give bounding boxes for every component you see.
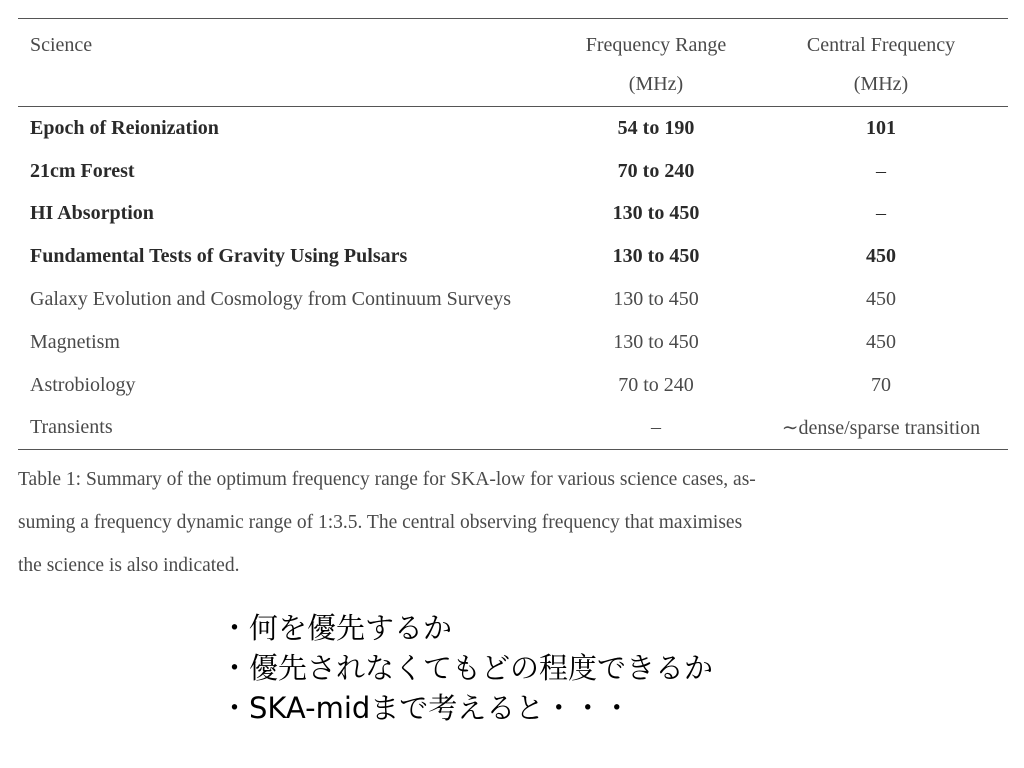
row-science: Galaxy Evolution and Cosmology from Continuum Surveys xyxy=(30,288,512,311)
row-science: Epoch of Reionization xyxy=(30,116,219,139)
row-frequency-range: 130 to 450 xyxy=(612,245,700,268)
header-row-2 xyxy=(18,62,1008,107)
table-row xyxy=(18,321,1008,364)
header-science-blank xyxy=(18,62,558,107)
caption-line-3: the science is also indicated. xyxy=(18,555,240,576)
header-science: Science xyxy=(30,33,93,56)
note-item: ・SKA-midまで考えると・・・ xyxy=(220,691,632,725)
table-body xyxy=(18,107,1008,450)
science-frequency-table xyxy=(18,18,1008,450)
header-frequency-range-unit: (MHz) xyxy=(558,62,754,107)
header-row-1 xyxy=(18,19,1008,63)
row-frequency-range: 70 to 240 xyxy=(618,373,694,396)
row-central-frequency: ∼dense/sparse transition xyxy=(781,417,981,440)
row-central-frequency: 450 xyxy=(866,245,896,268)
table-row xyxy=(18,150,1008,193)
header-central-frequency-unit: (MHz) xyxy=(754,62,1008,107)
row-frequency-range: 130 to 450 xyxy=(613,330,699,353)
caption-line-1: Table 1: Summary of the optimum frequency range for SKA-low for various science cases, as- xyxy=(18,469,756,490)
row-central-frequency: 70 xyxy=(871,373,891,396)
header-central-frequency: Central Frequency xyxy=(806,33,956,56)
row-science: Magnetism xyxy=(30,330,120,353)
note-item: ・何を優先するか xyxy=(220,611,453,645)
row-central-frequency: 450 xyxy=(866,330,896,353)
row-central-frequency: 450 xyxy=(866,288,896,311)
note-item: ・優先されなくてもどの程度できるか xyxy=(220,651,714,685)
table-header xyxy=(18,19,1008,107)
caption-line-2: suming a frequency dynamic range of 1:3.5. The central observing frequency that maximises xyxy=(18,512,743,533)
slide-notes xyxy=(220,608,713,728)
row-frequency-range: 54 to 190 xyxy=(617,116,695,139)
table-caption xyxy=(18,458,898,587)
row-frequency-range: 70 to 240 xyxy=(617,159,695,182)
row-frequency-range: – xyxy=(651,416,661,439)
row-frequency-range: 130 to 450 xyxy=(612,202,700,225)
row-science: 21cm Forest xyxy=(30,159,135,182)
row-central-frequency: – xyxy=(876,159,886,182)
row-science: HI Absorption xyxy=(30,202,154,225)
row-central-frequency: – xyxy=(876,202,886,225)
row-science: Fundamental Tests of Gravity Using Pulsars xyxy=(30,245,408,268)
row-frequency-range: 130 to 450 xyxy=(613,288,699,311)
science-table-container xyxy=(18,18,1008,450)
row-science: Transients xyxy=(30,416,113,439)
header-frequency-range: Frequency Range xyxy=(585,33,727,56)
table-row xyxy=(18,407,1008,450)
table-row xyxy=(18,235,1008,278)
table-row xyxy=(18,107,1008,150)
table-row xyxy=(18,278,1008,321)
row-central-frequency: 101 xyxy=(866,116,896,139)
table-row xyxy=(18,193,1008,236)
row-science: Astrobiology xyxy=(30,373,136,396)
table-row xyxy=(18,364,1008,407)
